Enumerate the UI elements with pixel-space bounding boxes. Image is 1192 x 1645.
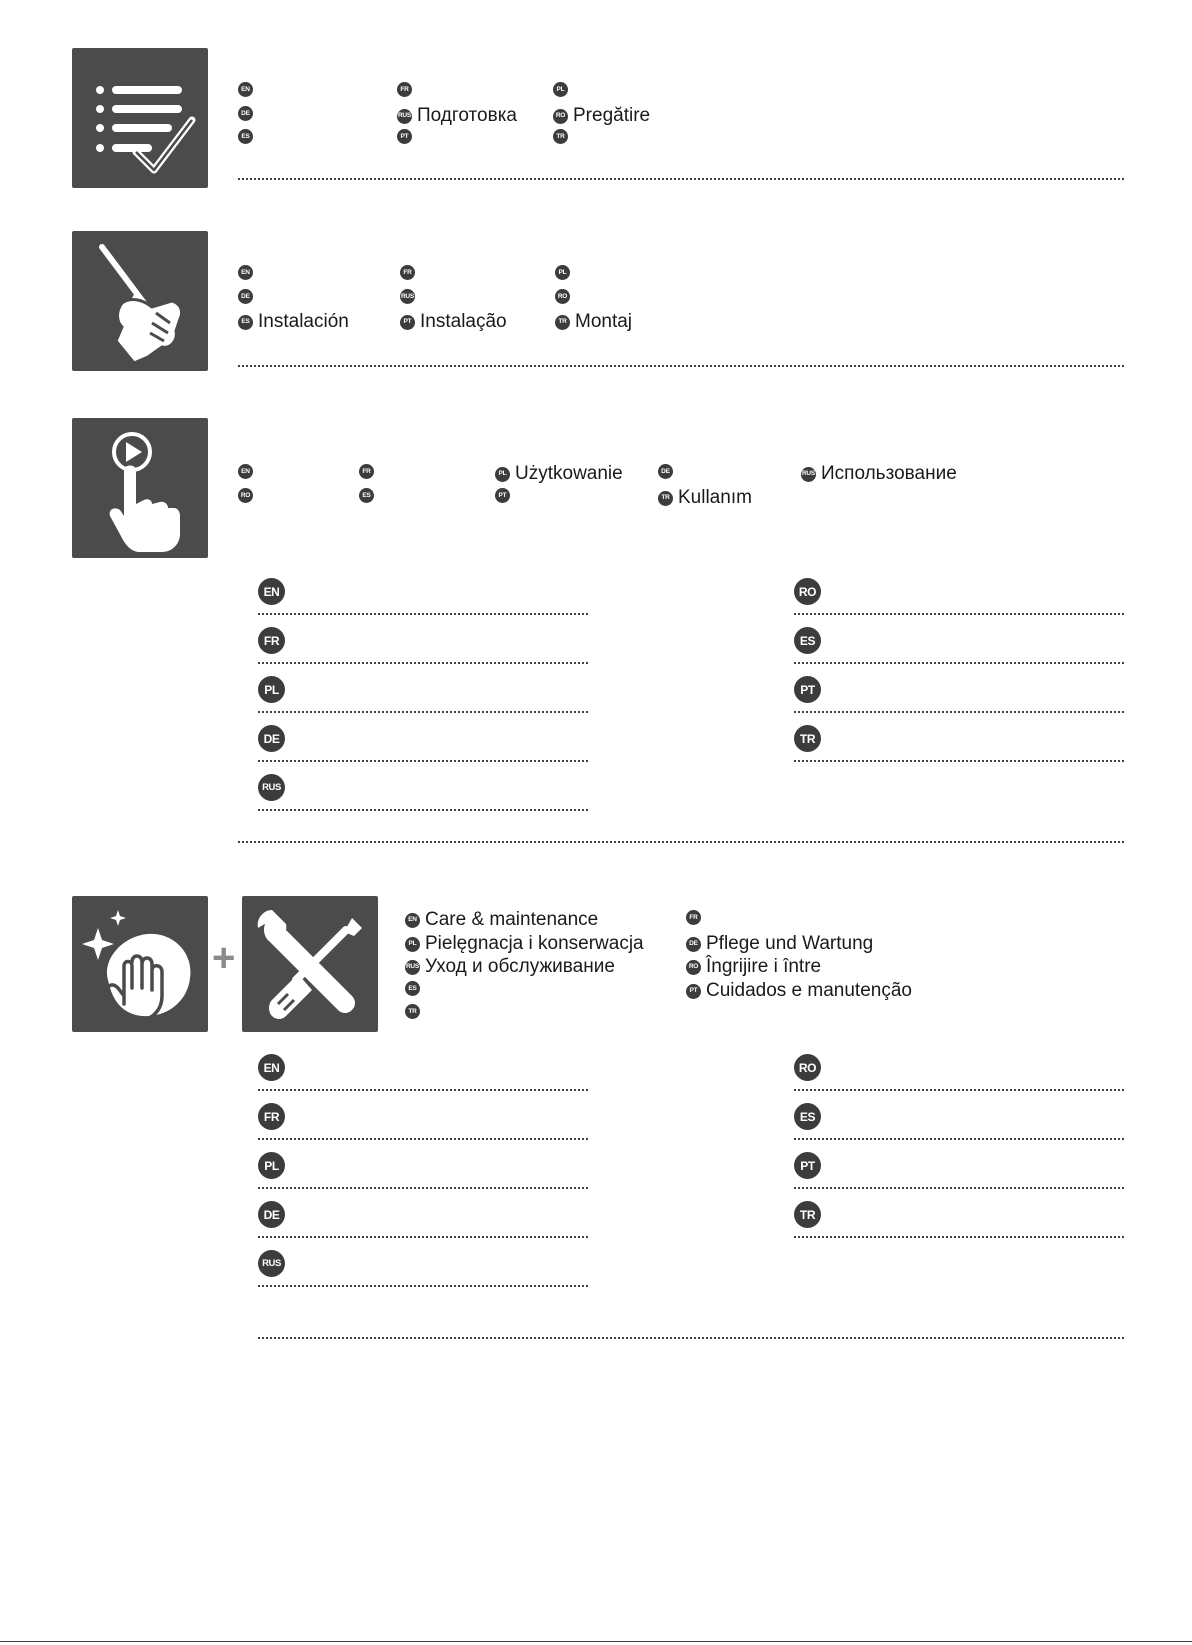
use-label-pl [495, 464, 623, 484]
care-label-en [405, 910, 598, 930]
lang-badge-pt: PT [794, 1152, 821, 1179]
prep-text-rus: Подготовка [417, 105, 518, 126]
use-label-tr [658, 488, 752, 508]
lang-badge-de: DE [686, 937, 701, 952]
lang-badge-rus: RUS [397, 109, 412, 124]
prep-label-es [238, 129, 258, 144]
write-line [258, 1236, 588, 1238]
use-text-tr: Kullanım [678, 487, 752, 508]
lang-badge-fr: FR [397, 82, 412, 97]
write-line [794, 1187, 1124, 1189]
section-divider [238, 365, 1124, 367]
lang-badge-es: ES [359, 488, 374, 503]
care-label-es [405, 981, 425, 996]
lang-badge-tr: TR [555, 315, 570, 330]
lang-badge-fr: FR [258, 627, 285, 654]
tools-icon [242, 896, 378, 1032]
prep-label-rus [397, 106, 517, 126]
lang-badge-de: DE [658, 464, 673, 479]
lang-badge-tr: TR [794, 725, 821, 752]
use-label-ro [238, 488, 258, 503]
inst-label-es [238, 312, 349, 332]
lang-badge-ro: RO [555, 289, 570, 304]
write-line [258, 662, 588, 664]
care-label-pt [686, 981, 912, 1001]
lang-badge-pt: PT [495, 488, 510, 503]
lang-badge-es: ES [794, 627, 821, 654]
lang-badge-en: EN [238, 82, 253, 97]
inst-label-en [238, 265, 258, 280]
inst-label-de [238, 289, 258, 304]
inst-label-ro [555, 289, 575, 304]
write-line [794, 662, 1124, 664]
prep-label-pl [553, 82, 573, 97]
lang-badge-de: DE [258, 725, 285, 752]
installation-icon-box [72, 231, 208, 371]
section-divider [258, 1337, 1124, 1339]
write-line [258, 1089, 588, 1091]
lang-badge-rus: RUS [400, 289, 415, 304]
write-line [258, 613, 588, 615]
write-line [258, 1187, 588, 1189]
care-label-de [686, 934, 873, 954]
lang-badge-es: ES [794, 1103, 821, 1130]
lang-badge-ro: RO [686, 960, 701, 975]
lang-badge-pl: PL [495, 467, 510, 482]
inst-text-tr: Montaj [575, 311, 633, 332]
prep-label-de [238, 106, 258, 121]
tools-icon-box [242, 896, 378, 1032]
lang-badge-en: EN [405, 913, 420, 928]
page-bottom-rule [0, 1641, 1192, 1642]
lang-badge-pt: PT [794, 676, 821, 703]
use-label-fr [359, 464, 379, 479]
inst-label-pl [555, 265, 575, 280]
prep-label-en [238, 82, 258, 97]
prep-label-tr [553, 129, 573, 144]
lang-badge-en: EN [238, 265, 253, 280]
care-text-de: Pflege und Wartung [706, 933, 874, 954]
write-line [258, 809, 588, 811]
lang-badge-es: ES [405, 981, 420, 996]
plus-sign: + [212, 936, 236, 980]
lang-badge-fr: FR [258, 1103, 285, 1130]
write-line [258, 760, 588, 762]
lang-badge-tr: TR [553, 129, 568, 144]
screwdriver-hand-icon [72, 231, 208, 371]
write-line [794, 1089, 1124, 1091]
lang-badge-rus: RUS [258, 1250, 285, 1277]
prep-label-ro [553, 106, 650, 126]
lang-badge-ro: RO [794, 1054, 821, 1081]
care-label-fr [686, 910, 706, 925]
care-text-ro: Îngrijire i între [706, 956, 822, 977]
lang-badge-rus: RUS [405, 960, 420, 975]
inst-label-pt [400, 312, 507, 332]
lang-badge-pl: PL [555, 265, 570, 280]
lang-badge-pt: PT [397, 129, 412, 144]
use-label-de [658, 464, 678, 479]
use-label-rus [801, 464, 957, 484]
inst-label-fr [400, 265, 420, 280]
lang-badge-ro: RO [553, 109, 568, 124]
lang-badge-de: DE [238, 289, 253, 304]
lang-badge-de: DE [258, 1201, 285, 1228]
write-line [794, 711, 1124, 713]
prep-label-pt [397, 129, 417, 144]
write-line [258, 1285, 588, 1287]
lang-badge-rus: RUS [801, 467, 816, 482]
touch-play-icon [72, 418, 208, 558]
write-line [794, 1138, 1124, 1140]
write-line [794, 613, 1124, 615]
lang-badge-pt: PT [400, 315, 415, 330]
lang-badge-pl: PL [258, 1152, 285, 1179]
write-line [258, 1138, 588, 1140]
section-divider [238, 841, 1124, 843]
care-label-rus [405, 957, 615, 977]
lang-badge-en: EN [258, 578, 285, 605]
lang-badge-pl: PL [258, 676, 285, 703]
prep-label-fr [397, 82, 417, 97]
lang-badge-es: ES [238, 129, 253, 144]
prep-text-ro: Pregătire [573, 105, 651, 126]
write-line [794, 760, 1124, 762]
care-text-pt: Cuidados e manutenção [706, 980, 912, 1001]
lang-badge-fr: FR [400, 265, 415, 280]
lang-badge-tr: TR [794, 1201, 821, 1228]
use-text-pl: Użytkowanie [515, 463, 623, 484]
use-text-rus: Использование [821, 463, 957, 484]
usage-icon-box [72, 418, 208, 558]
section-divider [238, 178, 1124, 180]
inst-label-rus [400, 289, 420, 304]
lang-badge-es: ES [238, 315, 253, 330]
lang-badge-tr: TR [658, 491, 673, 506]
preparation-icon-box [72, 48, 208, 188]
inst-text-pt: Instalação [420, 311, 507, 332]
lang-badge-pl: PL [553, 82, 568, 97]
lang-badge-en: EN [238, 464, 253, 479]
lang-badge-ro: RO [794, 578, 821, 605]
lang-badge-rus: RUS [258, 774, 285, 801]
use-label-es [359, 488, 379, 503]
cleaning-cloth-icon [72, 896, 208, 1032]
cleaning-icon-box [72, 896, 208, 1032]
care-label-tr [405, 1004, 425, 1019]
care-text-en: Care & maintenance [425, 909, 599, 930]
care-label-ro [686, 957, 821, 977]
inst-text-es: Instalación [258, 311, 349, 332]
write-line [794, 1236, 1124, 1238]
lang-badge-tr: TR [405, 1004, 420, 1019]
inst-label-tr [555, 312, 632, 332]
lang-badge-pt: PT [686, 984, 701, 999]
care-text-rus: Уход и обслуживание [425, 956, 615, 977]
lang-badge-ro: RO [238, 488, 253, 503]
write-line [258, 711, 588, 713]
checklist-icon [72, 48, 208, 188]
use-label-en [238, 464, 258, 479]
care-label-pl [405, 934, 644, 954]
lang-badge-fr: FR [686, 910, 701, 925]
lang-badge-pl: PL [405, 937, 420, 952]
lang-badge-fr: FR [359, 464, 374, 479]
lang-badge-de: DE [238, 106, 253, 121]
care-text-pl: Pielęgnacja i konserwacja [425, 933, 644, 954]
lang-badge-en: EN [258, 1054, 285, 1081]
use-label-pt [495, 488, 515, 503]
